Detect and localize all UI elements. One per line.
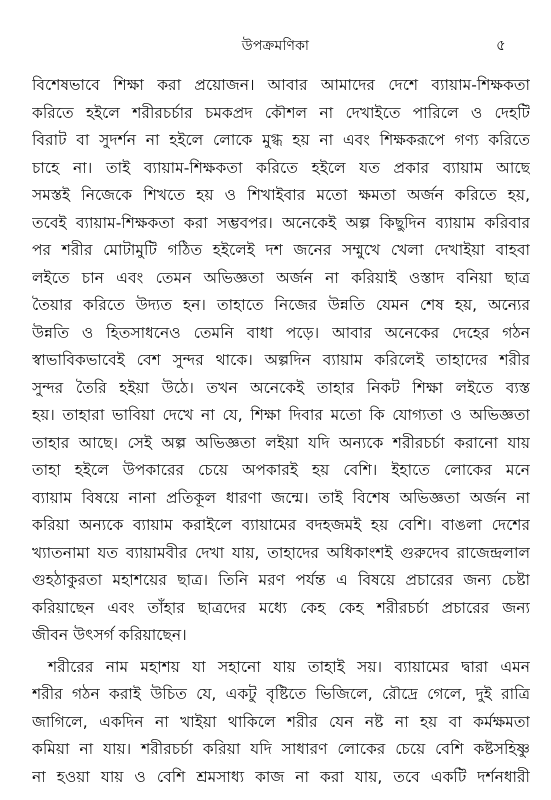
text-line: সমস্তই নিজেকে শিখতে হয় ও শিখাইবার মতো ক্ষমতা অর্জন করিতে হয়, <box>32 186 530 204</box>
text-line: স্বাভাবিকভাবেই বেশ সুন্দর থাকে। অল্পদিন ব্যায়াম করিলেই তাহাদের শরীর <box>32 351 530 369</box>
text-line: শরীর গঠন করাই উচিত যে, একটু বৃষ্টিতে ভিজিলে, রৌদ্রে গেলে, দুই রাত্রি <box>32 685 530 703</box>
text-line: জাগিলে, একদিন না খাইয়া থাকিলে শরীর যেন নষ্ট না হয় বা কর্মক্ষমতা <box>32 712 530 731</box>
text-line: পর শরীর মোটামুটি গঠিত হইলেই দশ জনের সম্মুখে খেলা দেখাইয়া বাহবা <box>32 241 530 259</box>
text-line: না হওয়া যায় ও বেশি শ্রমসাধ্য কাজ না করা যায়, তবে একটি দর্শনধারী <box>32 767 530 786</box>
body-text <box>32 72 530 791</box>
running-header: উপক্রমণিকা <box>241 38 310 54</box>
text-line: জীবন উৎসর্গ করিয়াছেন। <box>32 626 187 644</box>
text-line: করিয়া অন্যকে ব্যায়াম করাইলে ব্যায়ামের বদহজমই হয় বেশি। বাঙলা দেশের <box>32 516 530 534</box>
text-line: তৈয়ার করিতে উদ্যত হন। তাহাতে নিজের উন্নতি যেমন শেষ হয়, অন্যের <box>32 296 530 314</box>
text-line: সুন্দর তৈরি হইয়া উঠে। তখন অনেকেই তাহার নিকট শিক্ষা লইতে ব্যস্ত <box>32 378 530 397</box>
text-line: উন্নতি ও হিতসাধনেও তেমনি বাধা পড়ে। আবার অনেকের দেহের গঠন <box>32 323 530 342</box>
paragraph <box>32 72 530 650</box>
text-line: খ্যাতনামা যত ব্যায়ামবীর দেখা যায়, তাহাদের অধিকাংশই গুরুদেব রাজেন্দ্রলাল <box>32 543 530 562</box>
text-line: হয়। তাহারা ভাবিয়া দেখে না যে, শিক্ষা দিবার মতো কি যোগ্যতা ও অভিজ্ঞতা <box>32 406 530 424</box>
text-line: কমিয়া না যায়। শরীরচর্চা করিয়া যদি সাধারণ লোকের চেয়ে বেশি কষ্টসহিষ্ণু <box>32 740 530 758</box>
text-line: লইতে চান এবং তেমন অভিজ্ঞতা অর্জন না করিয়াই ওস্তাদ বনিয়া ছাত্র <box>32 268 530 287</box>
text-line: তাহা হইলে উপকারের চেয়ে অপকারই হয় বেশি। ইহাতে লোকের মনে <box>32 461 530 479</box>
text-line: করিয়াছেন এবং তাঁহার ছাত্রদের মধ্যে কেহ কেহ শরীরচর্চা প্রচারের জন্য <box>32 598 530 617</box>
page-number: ৫ <box>496 36 506 54</box>
text-line: চাহে না। তাই ব্যায়াম-শিক্ষকতা করিতে হইলে যত প্রকার ব্যায়াম আছে <box>32 158 530 177</box>
text-line: তাহার আছে। সেই অল্প অভিজ্ঞতা লইয়া যদি অন্যকে শরীরচর্চা করানো যায় <box>32 433 530 452</box>
text-line: গুহঠাকুরতা মহাশয়ের ছাত্র। তিনি মরণ পর্যন্ত এ বিষয়ে প্রচারের জন্য চেষ্টা <box>32 571 530 589</box>
paragraph <box>32 654 530 792</box>
text-line: তবেই ব্যায়াম-শিক্ষকতা করা সম্ভবপর। অনেকেই অল্প কিছুদিন ব্যায়াম করিবার <box>32 213 530 232</box>
text-line: ব্যায়াম বিষয়ে নানা প্রতিকূল ধারণা জন্মে। তাই বিশেষ অভিজ্ঞতা অর্জন না <box>32 488 530 507</box>
text-line: করিতে হইলে শরীরচর্চার চমকপ্রদ কৌশল না দেখাইতে পারিলে ও দেহটি <box>32 103 530 122</box>
text-line: শরীরের নাম মহাশয় যা সহানো যায় তাহাই সয়। ব্যায়ামের দ্বারা এমন <box>48 657 530 676</box>
text-line: বিরাট বা সুদর্শন না হইলে লোকে মুগ্ধ হয় না এবং শিক্ষকরূপে গণ্য করিতে <box>32 131 530 149</box>
text-line: বিশেষভাবে শিক্ষা করা প্রয়োজন। আবার আমাদের দেশে ব্যায়াম-শিক্ষকতা <box>32 76 530 94</box>
